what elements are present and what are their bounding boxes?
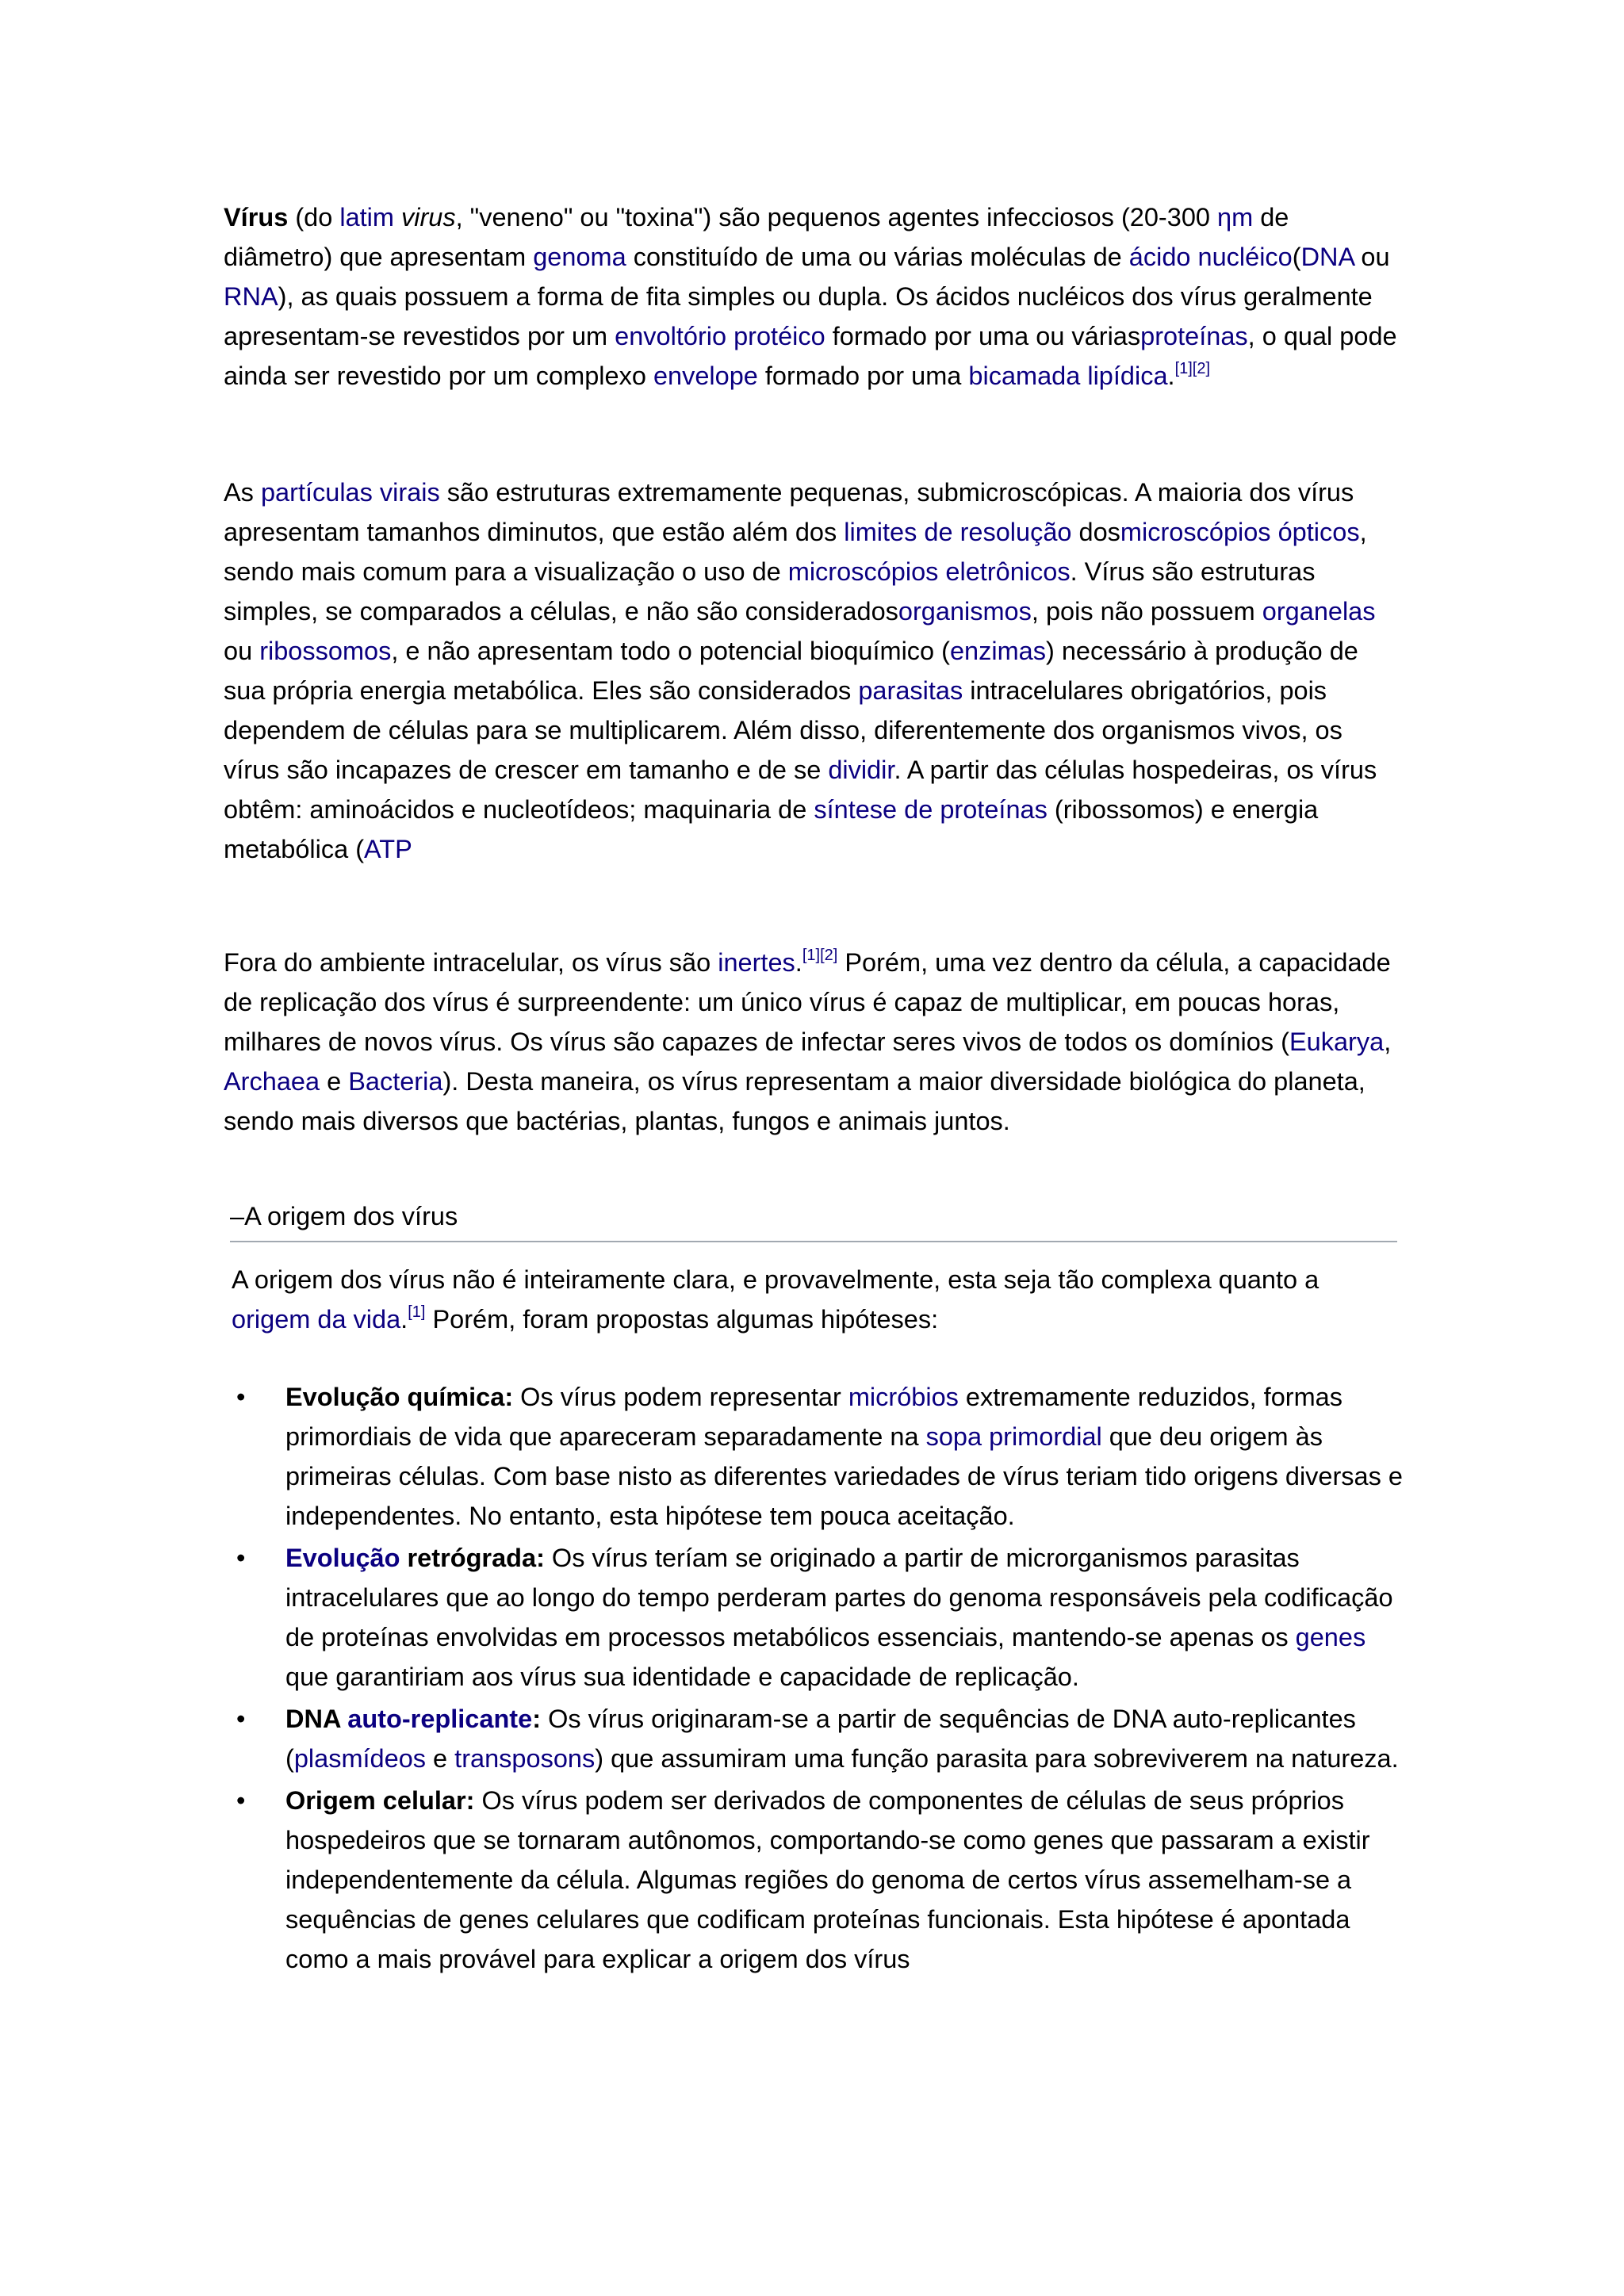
link-acido-nucleico[interactable]: ácido nucléico (1128, 243, 1293, 271)
list-item: • Evolução retrógrada: Os vírus teríam se originado a partir de microrganismos parasitas intracelulares que ao longo do tempo perderam partes do genoma responsáveis pela codificação de proteínas envolvidas em processos metabólicos essenciais, mantendo-se apenas os genes que garantiriam aos vírus sua identidade e capacidade de replicação. (232, 1538, 1405, 1697)
reference-1-2[interactable]: [1][2] (802, 947, 838, 964)
link-auto-replicante[interactable]: auto-replicante (347, 1705, 533, 1733)
list-item: • Origem celular: Os vírus podem ser derivados de componentes de células de seus próprios hospedeiros que se tornaram autônomos, comportando-se como genes que passaram a existir independentemente da célula. Algumas regiões do genoma de certos vírus assemelham-se a sequências de genes celulares que codificam proteínas funcionais. Esta hipótese é apontada como a mais provável para explicar a origem dos vírus (232, 1781, 1405, 1979)
section-heading-origem: –A origem dos vírus (230, 1196, 1397, 1242)
link-archaea[interactable]: Archaea (224, 1067, 320, 1096)
link-limites-resolucao[interactable]: limites de resolução (844, 518, 1072, 546)
link-proteinas[interactable]: proteínas (1140, 322, 1248, 350)
bullet-icon: • (236, 1544, 246, 1572)
hypotheses-list (232, 1377, 1405, 1981)
bullet-icon: • (236, 1786, 246, 1815)
reference-1[interactable]: [1] (408, 1303, 426, 1321)
link-dna[interactable]: DNA (1300, 243, 1354, 271)
link-organelas[interactable]: organelas (1262, 597, 1376, 626)
link-microscopios-opticos[interactable]: microscópios ópticos (1120, 518, 1360, 546)
link-microscopios-eletronicos[interactable]: microscópios eletrônicos (787, 557, 1071, 586)
paragraph-particulas: As partículas virais são estruturas extremamente pequenas, submicroscópicas. A maioria dos vírus apresentam tamanhos diminutos, que estão além dos limites de resolução dosmicroscópios ópticos, sendo mais comum para a visualização o uso de microscópios eletrônicos. Vírus são estruturas simples, se comparados a células, e não são consideradosorganismos, pois não possuem organelas ou ribossomos, e não apresentam todo o potencial bioquímico (enzimas) necessário à produção de sua própria energia metabólica. Eles são considerados parasitas intracelulares obrigatórios, pois dependem de células para se multiplicarem. Além disso, diferentemente dos organismos vivos, os vírus são incapazes de crescer em tamanho e de se dividir. A partir das células hospedeiras, os vírus obtêm: aminoácidos e nucleotídeos; maquinaria de síntese de proteínas (ribossomos) e energia metabólica (ATP (224, 478, 1377, 863)
link-envelope[interactable]: envelope (653, 362, 758, 390)
paragraph-inertes: Fora do ambiente intracelular, os vírus são inertes.[1][2] Porém, uma vez dentro da célula, a capacidade de replicação dos vírus é surpreendente: um único vírus é capaz de multiplicar, em poucas horas, milhares de novos vírus. Os vírus são capazes de infectar seres vivos de todos os domínios (Eukarya, Archaea e Bacteria). Desta maneira, os vírus representam a maior diversidade biológica do planeta, sendo mais diversos que bactérias, plantas, fungos e animais juntos. (224, 947, 1392, 1135)
link-bacteria[interactable]: Bacteria (348, 1067, 443, 1096)
link-transposons[interactable]: transposons (454, 1744, 596, 1773)
link-ribossomos[interactable]: ribossomos (259, 637, 392, 665)
link-dividir[interactable]: dividir (828, 756, 894, 784)
paragraph-intro: Vírus (do latim virus, "veneno" ou "toxina") são pequenos agentes infecciosos (20-300 ηm de diâmetro) que apresentam genoma constituído de uma ou várias moléculas de ácido nucléico(DNA ou RNA), as quais possuem a forma de fita simples ou dupla. Os ácidos nucléicos dos vírus geralmente apresentam-se revestidos por um envoltório protéico formado por uma ou váriasproteínas, o qual pode ainda ser revestido por um complexo envelope formado por uma bicamada lipídica.[1][2] (224, 203, 1397, 390)
bullet-icon: • (236, 1383, 246, 1411)
term-virus: Vírus (224, 203, 289, 232)
link-eukarya[interactable]: Eukarya (1289, 1027, 1385, 1056)
link-organismos[interactable]: organismos (898, 597, 1032, 626)
link-bicamada-lipidica[interactable]: bicamada lipídica (968, 362, 1168, 390)
link-latim[interactable]: latim (339, 203, 394, 232)
link-envoltorio-proteico[interactable]: envoltório protéico (615, 322, 825, 350)
link-nanometro[interactable]: ηm (1217, 203, 1254, 232)
term-virus-latin: virus (401, 203, 456, 232)
reference-1-2[interactable]: [1][2] (1174, 360, 1211, 377)
bullet-icon: • (236, 1705, 246, 1733)
link-rna[interactable]: RNA (224, 282, 278, 311)
link-genoma[interactable]: genoma (533, 243, 626, 271)
list-item: • DNA auto-replicante: Os vírus originaram-se a partir de sequências de DNA auto-replicantes (plasmídeos e transposons) que assumiram uma função parasita para sobreviverem na natureza. (232, 1699, 1405, 1778)
link-particulas-virais[interactable]: partículas virais (260, 478, 440, 507)
link-plasmideos[interactable]: plasmídeos (293, 1744, 427, 1773)
paragraph-origem: A origem dos vírus não é inteiramente clara, e provavelmente, esta seja tão complexa quanto a origem da vida.[1] Porém, foram propostas algumas hipóteses: (232, 1265, 1320, 1334)
link-sintese-proteinas[interactable]: síntese de proteínas (814, 795, 1048, 824)
list-item: • Evolução química: Os vírus podem representar micróbios extremamente reduzidos, formas primordiais de vida que apareceram separadamente na sopa primordial que deu origem às primeiras células. Com base nisto as diferentes variedades de vírus teriam tido origens diversas e independentes. No entanto, esta hipótese tem pouca aceitação. (232, 1377, 1405, 1536)
link-enzimas[interactable]: enzimas (949, 637, 1046, 665)
link-atp[interactable]: ATP (364, 835, 412, 863)
link-sopa-primordial[interactable]: sopa primordial (925, 1422, 1102, 1451)
link-inertes[interactable]: inertes (718, 948, 795, 977)
link-parasitas[interactable]: parasitas (858, 676, 963, 705)
link-genes[interactable]: genes (1295, 1623, 1366, 1651)
link-origem-da-vida[interactable]: origem da vida (232, 1305, 401, 1334)
link-evolucao[interactable]: Evolução (285, 1544, 400, 1572)
link-microbios[interactable]: micróbios (848, 1383, 959, 1411)
